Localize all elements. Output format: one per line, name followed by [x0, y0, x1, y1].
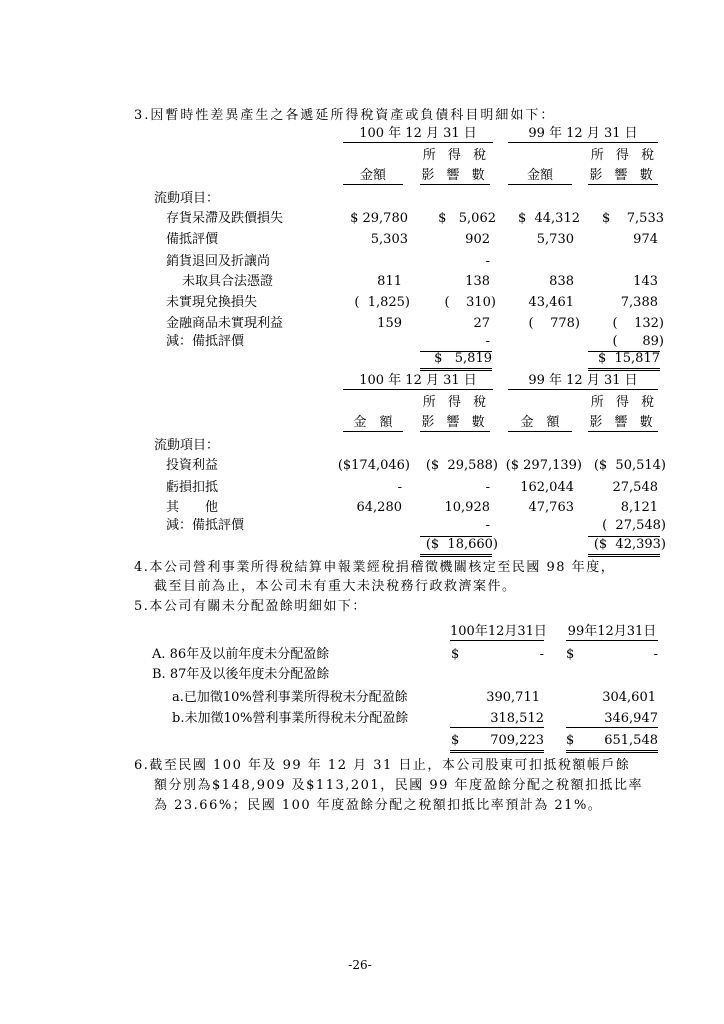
cell-amount-100: 5,303	[370, 232, 408, 247]
row-label: 減：備抵評價	[166, 518, 245, 533]
amount-header-99: 金額	[508, 168, 572, 185]
tax-header-99: 影 響 數	[589, 168, 657, 183]
tax-header-top-99: 所 得 稅	[590, 395, 658, 410]
total-double-rule	[420, 554, 492, 557]
cell-amount-99: 43,461	[528, 295, 574, 310]
row-label: 金融商品未實現利益	[166, 316, 284, 331]
cell-tax-100: -	[485, 480, 490, 495]
amount-header-100: 金 額	[343, 415, 403, 432]
cell-value-99: -	[653, 647, 658, 662]
cell-tax-100: 902	[465, 232, 490, 247]
row-label: A. 86年及以前年度未分配盈餘	[152, 647, 330, 662]
cell-amount-99: ( 778)	[528, 316, 580, 331]
cell-value-100: 390,711	[486, 690, 540, 705]
cell-value-99: 346,947	[566, 711, 658, 728]
cell-amount-100: $ 29,780	[350, 211, 408, 226]
cell-tax-100: 10,928	[444, 500, 490, 515]
total-double-rule	[566, 750, 658, 753]
period-header-99: 99 年 12 月 31 日	[508, 126, 658, 143]
group-label: 流動項目：	[154, 438, 220, 453]
row-label: 未取具合法憑證	[182, 274, 274, 289]
cell-amount-99: 162,044	[520, 480, 574, 495]
cell-tax-100: 138	[465, 274, 490, 289]
tax-header-99: 影 響 數	[589, 415, 657, 430]
cell-amount-100: ( 1,825)	[354, 295, 410, 310]
tax-header-top-99: 所 得 稅	[590, 148, 658, 163]
section-6-line-3: 為 23.66%；民國 100 年度盈餘分配之稅額扣抵比率預計為 21%。	[154, 798, 603, 813]
row-label: 未實現兌換損失	[166, 295, 258, 310]
cell-tax-99: 974	[633, 232, 658, 247]
row-label: 其 他	[166, 500, 219, 515]
cell-tax-100: -	[485, 518, 490, 533]
cell-tax-99: ($ 50,514)	[593, 458, 666, 473]
row-label: 減：備抵評價	[166, 334, 245, 349]
row-label: 備抵評價	[166, 232, 219, 247]
cell-amount-99: 838	[549, 274, 574, 289]
row-label: b.未加徵10%營利事業所得稅未分配盈餘	[172, 711, 409, 726]
cell-tax-99: ( 89)	[612, 334, 664, 349]
cell-tax-100: ( 310)	[444, 295, 496, 310]
cell-amount-99: ($ 297,139)	[505, 458, 582, 473]
cell-tax-99: 7,388	[620, 295, 658, 310]
cell-amount-100: -	[397, 480, 402, 495]
row-label: 虧損扣抵	[166, 480, 219, 495]
row-label: 存貨呆滯及跌價損失	[166, 211, 284, 226]
col-header-100: 100年12月31日	[450, 624, 547, 639]
cell-tax-100: -	[485, 254, 490, 269]
cell-amount-100: 159	[377, 316, 402, 331]
cell-tax-100: 27	[473, 316, 490, 331]
row-label: B. 87年及以後年度未分配盈餘	[152, 667, 330, 682]
total-tax-100: $ 5,819	[434, 351, 492, 366]
total-tax-99: $ 15,817	[597, 351, 660, 366]
period-header-99: 99 年 12 月 31 日	[508, 373, 658, 390]
col-header-99: 99年12月31日	[567, 624, 657, 639]
cell-amount-100: 64,280	[356, 500, 402, 515]
section-4-line-2: 截至目前為止，本公司未有重大未決稅務行政救濟案件。	[154, 579, 517, 594]
cell-amount-99: $ 44,312	[517, 211, 580, 226]
section-6-line-1: 6.截至民國 100 年及 99 年 12 月 31 日止，本公司股東可扣抵稅額帳戶餘	[134, 758, 631, 773]
total-value-99: 651,548	[604, 733, 658, 748]
cell-tax-100: -	[485, 334, 490, 349]
total-tax-99: ($ 42,393)	[593, 537, 666, 552]
cell-amount-100: 811	[377, 274, 402, 289]
cell-tax-99: 143	[633, 274, 658, 289]
row-label: a.已加徵10%營利事業所得稅未分配盈餘	[172, 690, 408, 705]
period-header-100: 100 年 12 月 31 日	[343, 373, 493, 390]
cell-tax-100: ($ 29,588)	[425, 458, 498, 473]
group-label: 流動項目：	[154, 191, 220, 206]
section-3-title: 3.因暫時性差異產生之各遞延所得稅資產或負債科目明細如下：	[134, 108, 556, 123]
currency-symbol: $	[451, 733, 460, 748]
cell-tax-99: 8,121	[620, 500, 658, 515]
total-double-rule	[420, 368, 492, 371]
cell-tax-99: ( 132)	[612, 316, 664, 331]
page-number: -26-	[348, 958, 372, 972]
cell-value-99: 304,601	[602, 690, 656, 705]
section-6-line-2: 額分別為$148,909 及$113,201，民國 99 年度盈餘分配之稅額扣抵比率	[154, 778, 643, 793]
currency-symbol: $	[566, 647, 575, 662]
tax-header-top-100: 所 得 稅	[422, 395, 490, 410]
total-double-rule	[588, 368, 660, 371]
tax-header-100: 影 響 數	[421, 168, 489, 183]
cell-tax-100: $ 5,062	[438, 211, 496, 226]
tax-header-top-100: 所 得 稅	[422, 148, 490, 163]
cell-tax-99: $ 7,533	[601, 211, 664, 226]
cell-tax-99: ( 27,548)	[602, 518, 666, 533]
tax-header-100: 影 響 數	[421, 415, 489, 430]
cell-amount-99: 47,763	[528, 500, 574, 515]
cell-tax-99: 27,548	[612, 480, 658, 495]
currency-symbol: $	[566, 733, 575, 748]
row-label: 銷貨退回及折讓尚	[166, 254, 271, 269]
row-label: 投資利益	[166, 458, 219, 473]
total-double-rule	[588, 554, 660, 557]
total-value-100: 709,223	[490, 733, 544, 748]
section-5-title: 5.本公司有關未分配盈餘明細如下：	[134, 599, 367, 614]
cell-amount-100: ($174,046)	[337, 458, 410, 473]
cell-amount-99: 5,730	[536, 232, 574, 247]
currency-symbol: $	[451, 647, 460, 662]
amount-header-99: 金 額	[508, 415, 572, 432]
section-4-line-1: 4.本公司營利事業所得稅結算申報業經稅捐稽徵機關核定至民國 98 年度，	[134, 560, 616, 575]
amount-header-100: 金額	[343, 168, 403, 185]
period-header-100: 100 年 12 月 31 日	[343, 126, 493, 143]
total-tax-100: ($ 18,660)	[425, 537, 498, 552]
cell-value-100: 318,512	[450, 711, 544, 728]
total-double-rule	[450, 750, 544, 753]
cell-value-100: -	[539, 647, 544, 662]
